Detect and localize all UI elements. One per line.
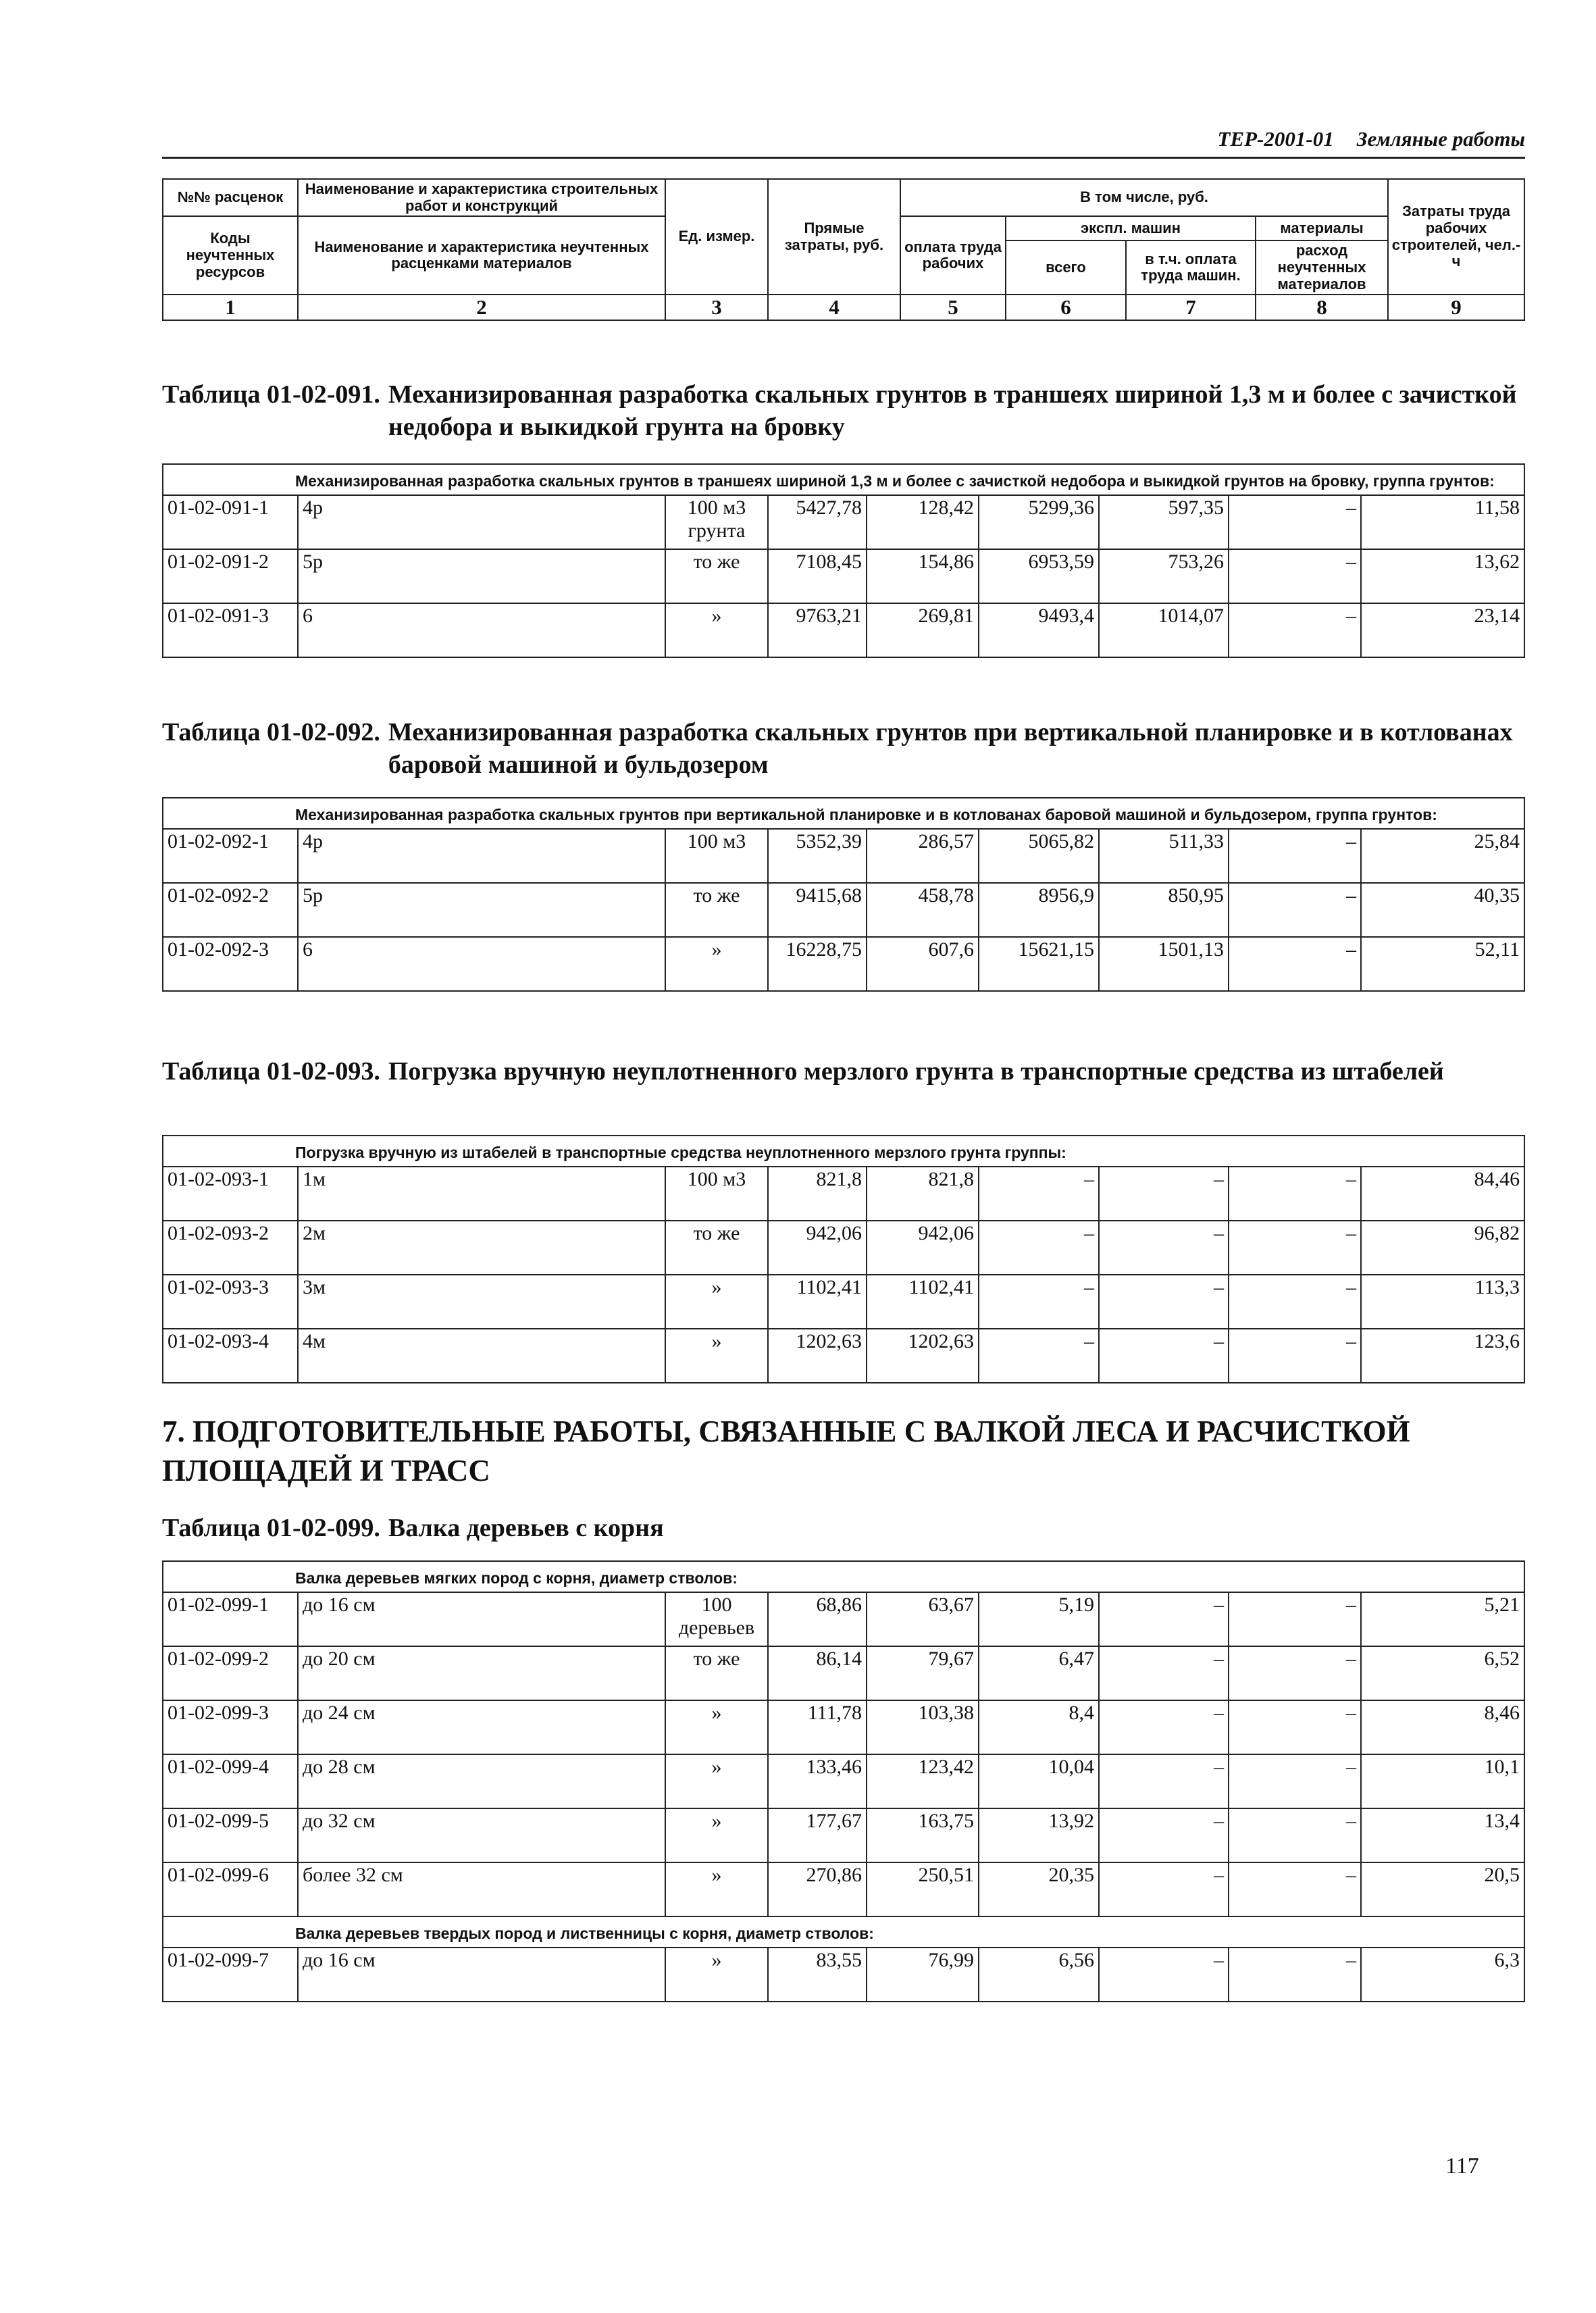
table-caption: [162, 1055, 1526, 1088]
machine-operator-wages: 1014,07: [1099, 603, 1229, 657]
table-row: [163, 883, 1524, 937]
machines-cost: 5,19: [979, 1592, 1099, 1646]
group-description: Валка деревьев мягких пород с корня, диаметр стволов:: [163, 1561, 1524, 1592]
machine-operator-wages: –: [1099, 1221, 1229, 1275]
materials-cost: –: [1229, 1948, 1361, 2002]
machines-cost: –: [979, 1329, 1099, 1383]
rate-code: 01-02-099-4: [163, 1754, 298, 1808]
labor-hours: 10,1: [1361, 1754, 1524, 1808]
column-number: 5: [900, 295, 1006, 320]
table-row: [163, 1808, 1524, 1862]
table-row: [163, 1221, 1524, 1275]
direct-costs: 68,86: [768, 1592, 867, 1646]
document-title: Земляные работы: [1356, 127, 1525, 151]
direct-costs: 1102,41: [768, 1275, 867, 1329]
wages-cost: 76,99: [867, 1948, 979, 2002]
unit-of-measure: 100 м3: [665, 829, 768, 883]
table-number: Таблица 01-02-099.: [162, 1514, 380, 1542]
machines-cost: –: [979, 1221, 1099, 1275]
header-direct-costs: Прямые затраты, руб.: [768, 179, 900, 295]
unit-of-measure: »: [665, 603, 768, 657]
direct-costs: 821,8: [768, 1167, 867, 1221]
price-table-093: [162, 1135, 1525, 1383]
rate-code: 01-02-093-2: [163, 1221, 298, 1275]
direct-costs: 942,06: [768, 1221, 867, 1275]
labor-hours: 5,21: [1361, 1592, 1524, 1646]
table-row: [163, 1948, 1524, 2002]
machines-cost: 6,56: [979, 1948, 1099, 2002]
header-wages: оплата труда рабочих: [900, 216, 1006, 295]
table-row: [163, 495, 1524, 549]
table-row: [163, 1592, 1524, 1646]
unit-of-measure: »: [665, 1808, 768, 1862]
group-description: Механизированная разработка скальных грунтов при вертикальной планировке и в котлованах баровой машиной и бульдозером, группа грунтов:: [163, 798, 1524, 829]
direct-costs: 5352,39: [768, 829, 867, 883]
work-name: 6: [298, 603, 665, 657]
wages-cost: 63,67: [867, 1592, 979, 1646]
materials-cost: –: [1229, 829, 1361, 883]
direct-costs: 111,78: [768, 1700, 867, 1754]
unit-of-measure: то же: [665, 549, 768, 603]
wages-cost: 250,51: [867, 1862, 979, 1916]
wages-cost: 607,6: [867, 937, 979, 991]
direct-costs: 1202,63: [768, 1329, 867, 1383]
labor-hours: 113,3: [1361, 1275, 1524, 1329]
machine-operator-wages: –: [1099, 1862, 1229, 1916]
table-number: Таблица 01-02-092.: [162, 718, 380, 746]
work-name: до 32 см: [298, 1808, 665, 1862]
direct-costs: 86,14: [768, 1646, 867, 1700]
machines-cost: –: [979, 1167, 1099, 1221]
header-name-bottom: Наименование и характеристика неучтенных расценками материалов: [298, 216, 665, 295]
machine-operator-wages: –: [1099, 1646, 1229, 1700]
materials-cost: –: [1229, 1862, 1361, 1916]
header-including: В том числе, руб.: [900, 179, 1388, 216]
work-name: до 24 см: [298, 1700, 665, 1754]
unit-of-measure: »: [665, 1329, 768, 1383]
materials-cost: –: [1229, 1167, 1361, 1221]
rate-code: 01-02-093-4: [163, 1329, 298, 1383]
machines-cost: –: [979, 1275, 1099, 1329]
wages-cost: 1102,41: [867, 1275, 979, 1329]
rate-code: 01-02-099-5: [163, 1808, 298, 1862]
labor-hours: 13,62: [1361, 549, 1524, 603]
table-row: [163, 1700, 1524, 1754]
direct-costs: 5427,78: [768, 495, 867, 549]
wages-cost: 163,75: [867, 1808, 979, 1862]
rate-code: 01-02-091-2: [163, 549, 298, 603]
table-row: [163, 1862, 1524, 1916]
header-materials-consumption: расход неучтенных материалов: [1256, 240, 1388, 295]
table-title: Механизированная разработка скальных грунтов в траншеях шириной 1,3 м и более с зачисткой недобора и выкидкой грунта на бровку: [388, 380, 1517, 441]
labor-hours: 20,5: [1361, 1862, 1524, 1916]
work-name: до 16 см: [298, 1592, 665, 1646]
machine-operator-wages: –: [1099, 1592, 1229, 1646]
table-row: [163, 549, 1524, 603]
rate-code: 01-02-091-1: [163, 495, 298, 549]
column-number: 4: [768, 295, 900, 320]
unit-of-measure: »: [665, 937, 768, 991]
wages-cost: 821,8: [867, 1167, 979, 1221]
machines-cost: 5299,36: [979, 495, 1099, 549]
machines-cost: 8956,9: [979, 883, 1099, 937]
machine-operator-wages: –: [1099, 1700, 1229, 1754]
materials-cost: –: [1229, 1275, 1361, 1329]
price-table-092: [162, 797, 1525, 992]
labor-hours: 6,3: [1361, 1948, 1524, 2002]
table-row: [163, 1646, 1524, 1700]
materials-cost: –: [1229, 1754, 1361, 1808]
document-code: ТЕР-2001-01: [1217, 127, 1334, 151]
table-row: [163, 1167, 1524, 1221]
machine-operator-wages: –: [1099, 1808, 1229, 1862]
wages-cost: 154,86: [867, 549, 979, 603]
group-description: Механизированная разработка скальных грунтов в траншеях шириной 1,3 м и более с зачисткой недобора и выкидкой грунтов на бровку, группа грунтов:: [163, 464, 1524, 495]
column-number: 3: [665, 295, 768, 320]
labor-hours: 13,4: [1361, 1808, 1524, 1862]
table-caption: [162, 1512, 1526, 1544]
rate-code: 01-02-099-2: [163, 1646, 298, 1700]
unit-of-measure: »: [665, 1700, 768, 1754]
machine-operator-wages: –: [1099, 1329, 1229, 1383]
table-row: [163, 1329, 1524, 1383]
column-number: 9: [1388, 295, 1524, 320]
direct-costs: 9415,68: [768, 883, 867, 937]
wages-cost: 1202,63: [867, 1329, 979, 1383]
labor-hours: 84,46: [1361, 1167, 1524, 1221]
group-row: [163, 464, 1524, 495]
wages-cost: 269,81: [867, 603, 979, 657]
materials-cost: –: [1229, 603, 1361, 657]
group-row: [163, 1136, 1524, 1167]
header-code-bottom: Коды неучтенных ресурсов: [163, 216, 298, 295]
rate-code: 01-02-099-1: [163, 1592, 298, 1646]
rate-code: 01-02-092-2: [163, 883, 298, 937]
header-materials: материалы: [1256, 216, 1388, 240]
machines-cost: 15621,15: [979, 937, 1099, 991]
materials-cost: –: [1229, 1592, 1361, 1646]
rate-code: 01-02-099-3: [163, 1700, 298, 1754]
group-row: [163, 1561, 1524, 1592]
rate-code: 01-02-092-3: [163, 937, 298, 991]
column-header-table: [162, 178, 1525, 321]
labor-hours: 6,52: [1361, 1646, 1524, 1700]
unit-of-measure: 100 м3: [665, 1167, 768, 1221]
work-name: 4м: [298, 1329, 665, 1383]
column-number: 2: [298, 295, 665, 320]
machines-cost: 8,4: [979, 1700, 1099, 1754]
direct-costs: 7108,45: [768, 549, 867, 603]
group-description: Валка деревьев твердых пород и лиственницы с корня, диаметр стволов:: [163, 1916, 1524, 1948]
direct-costs: 133,46: [768, 1754, 867, 1808]
work-name: 6: [298, 937, 665, 991]
labor-hours: 40,35: [1361, 883, 1524, 937]
work-name: до 16 см: [298, 1948, 665, 2002]
column-number: 7: [1126, 295, 1256, 320]
table-number: Таблица 01-02-093.: [162, 1057, 380, 1086]
table-row: [163, 937, 1524, 991]
table-row: [163, 603, 1524, 657]
materials-cost: –: [1229, 883, 1361, 937]
wages-cost: 942,06: [867, 1221, 979, 1275]
price-table-099: [162, 1560, 1525, 2002]
machine-operator-wages: 597,35: [1099, 495, 1229, 549]
rate-code: 01-02-099-7: [163, 1948, 298, 2002]
wages-cost: 79,67: [867, 1646, 979, 1700]
group-row: [163, 798, 1524, 829]
table-title: Валка деревьев с корня: [388, 1514, 664, 1542]
work-name: до 28 см: [298, 1754, 665, 1808]
work-name: 5р: [298, 883, 665, 937]
unit-of-measure: то же: [665, 1646, 768, 1700]
unit-of-measure: 100 м3 грунта: [665, 495, 768, 549]
machine-operator-wages: –: [1099, 1948, 1229, 2002]
unit-of-measure: 100 деревьев: [665, 1592, 768, 1646]
materials-cost: –: [1229, 549, 1361, 603]
unit-of-measure: то же: [665, 1221, 768, 1275]
work-name: 4р: [298, 829, 665, 883]
machine-operator-wages: –: [1099, 1275, 1229, 1329]
rate-code: 01-02-091-3: [163, 603, 298, 657]
materials-cost: –: [1229, 1700, 1361, 1754]
header-machines-wages: в т.ч. оплата труда машин.: [1126, 240, 1256, 295]
group-description: Погрузка вручную из штабелей в транспортные средства неуплотненного мерзлого грунта группы:: [163, 1136, 1524, 1167]
table-row: [163, 1275, 1524, 1329]
materials-cost: –: [1229, 1221, 1361, 1275]
labor-hours: 11,58: [1361, 495, 1524, 549]
unit-of-measure: »: [665, 1948, 768, 2002]
machines-cost: 6953,59: [979, 549, 1099, 603]
header-labor: Затраты труда рабочих строителей, чел.-ч: [1388, 179, 1524, 295]
table-title: Механизированная разработка скальных грунтов при вертикальной планировке и в котлованах баровой машиной и бульдозером: [388, 718, 1513, 779]
unit-of-measure: »: [665, 1754, 768, 1808]
work-name: 3м: [298, 1275, 665, 1329]
header-machines-total: всего: [1006, 240, 1126, 295]
rate-code: 01-02-092-1: [163, 829, 298, 883]
wages-cost: 128,42: [867, 495, 979, 549]
machine-operator-wages: 1501,13: [1099, 937, 1229, 991]
labor-hours: 25,84: [1361, 829, 1524, 883]
machines-cost: 5065,82: [979, 829, 1099, 883]
work-name: 4р: [298, 495, 665, 549]
header-machines: экспл. машин: [1006, 216, 1256, 240]
work-name: до 20 см: [298, 1646, 665, 1700]
unit-of-measure: то же: [665, 883, 768, 937]
direct-costs: 177,67: [768, 1808, 867, 1862]
column-number: 6: [1006, 295, 1126, 320]
materials-cost: –: [1229, 1808, 1361, 1862]
group-row: [163, 1916, 1524, 1948]
table-row: [163, 1754, 1524, 1808]
direct-costs: 9763,21: [768, 603, 867, 657]
wages-cost: 458,78: [867, 883, 979, 937]
table-title: Погрузка вручную неуплотненного мерзлого грунта в транспортные средства из штабелей: [388, 1057, 1444, 1086]
materials-cost: –: [1229, 1646, 1361, 1700]
direct-costs: 16228,75: [768, 937, 867, 991]
machine-operator-wages: 753,26: [1099, 549, 1229, 603]
column-number: 8: [1256, 295, 1388, 320]
direct-costs: 83,55: [768, 1948, 867, 2002]
direct-costs: 270,86: [768, 1862, 867, 1916]
unit-of-measure: »: [665, 1862, 768, 1916]
work-name: более 32 см: [298, 1862, 665, 1916]
materials-cost: –: [1229, 937, 1361, 991]
machine-operator-wages: 850,95: [1099, 883, 1229, 937]
wages-cost: 103,38: [867, 1700, 979, 1754]
work-name: 2м: [298, 1221, 665, 1275]
machines-cost: 13,92: [979, 1808, 1099, 1862]
rate-code: 01-02-093-3: [163, 1275, 298, 1329]
labor-hours: 123,6: [1361, 1329, 1524, 1383]
unit-of-measure: »: [665, 1275, 768, 1329]
labor-hours: 23,14: [1361, 603, 1524, 657]
machines-cost: 10,04: [979, 1754, 1099, 1808]
materials-cost: –: [1229, 1329, 1361, 1383]
page-header: [162, 127, 1525, 159]
rate-code: 01-02-093-1: [163, 1167, 298, 1221]
page-number: 117: [1445, 2154, 1479, 2179]
column-number: 1: [163, 295, 298, 320]
machine-operator-wages: 511,33: [1099, 829, 1229, 883]
wages-cost: 286,57: [867, 829, 979, 883]
labor-hours: 8,46: [1361, 1700, 1524, 1754]
wages-cost: 123,42: [867, 1754, 979, 1808]
machines-cost: 20,35: [979, 1862, 1099, 1916]
machines-cost: 9493,4: [979, 603, 1099, 657]
rate-code: 01-02-099-6: [163, 1862, 298, 1916]
table-caption: [162, 716, 1526, 781]
machines-cost: 6,47: [979, 1646, 1099, 1700]
work-name: 5р: [298, 549, 665, 603]
labor-hours: 96,82: [1361, 1221, 1524, 1275]
header-name-top: Наименование и характеристика строительных работ и конструкций: [298, 179, 665, 216]
price-table-091: [162, 463, 1525, 658]
machine-operator-wages: –: [1099, 1167, 1229, 1221]
table-caption: [162, 378, 1526, 443]
labor-hours: 52,11: [1361, 937, 1524, 991]
header-code-top: №№ расценок: [163, 179, 298, 216]
machine-operator-wages: –: [1099, 1754, 1229, 1808]
table-row: [163, 829, 1524, 883]
header-unit: Ед. измер.: [665, 179, 768, 295]
materials-cost: –: [1229, 495, 1361, 549]
table-number: Таблица 01-02-091.: [162, 380, 380, 409]
section-heading: 7. ПОДГОТОВИТЕЛЬНЫЕ РАБОТЫ, СВЯЗАННЫЕ С ВАЛКОЙ ЛЕСА И РАСЧИСТКОЙ ПЛОЩАДЕЙ И ТРАСС: [162, 1415, 1410, 1488]
work-name: 1м: [298, 1167, 665, 1221]
